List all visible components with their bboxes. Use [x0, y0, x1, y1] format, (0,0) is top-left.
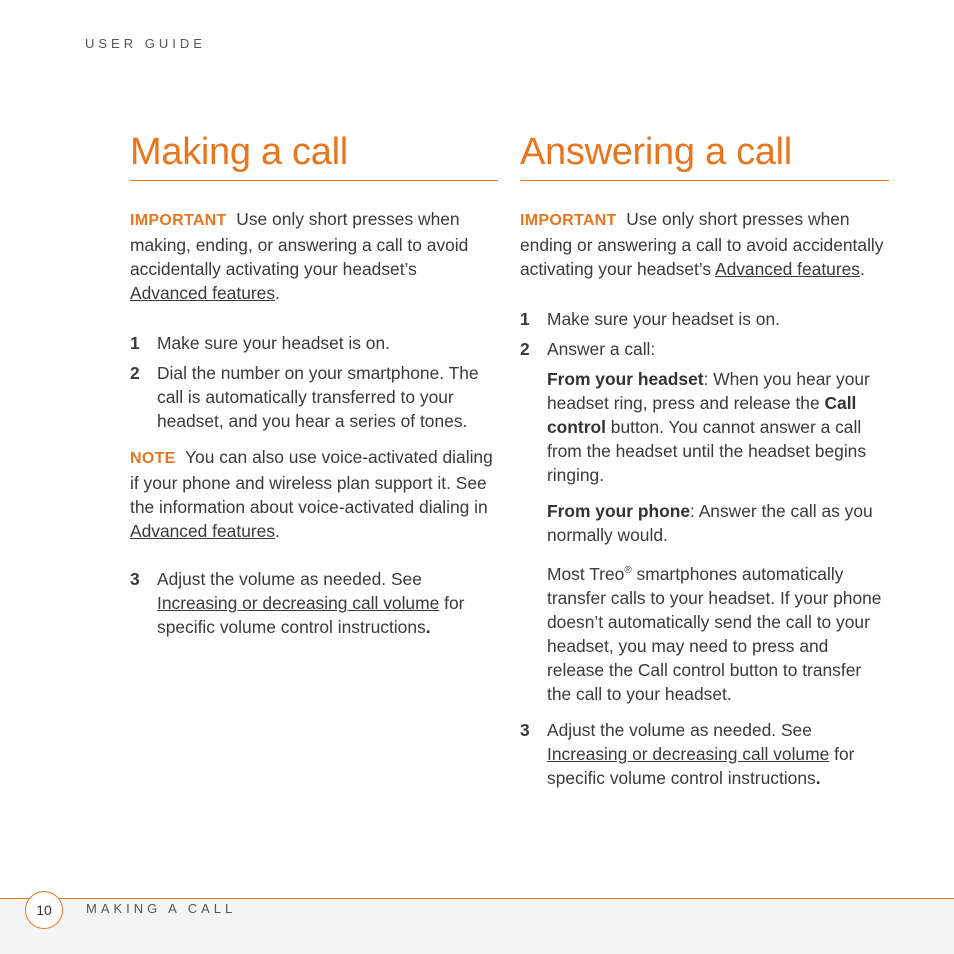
from-phone-paragraph — [547, 499, 889, 547]
step-text: Make sure your headset is on. — [157, 333, 390, 353]
footer-section-label: MAKING A CALL — [86, 901, 237, 916]
step-3 — [520, 718, 889, 790]
step-number: 3 — [520, 719, 530, 740]
step-number: 2 — [130, 363, 140, 383]
advanced-features-link[interactable]: Advanced features — [130, 283, 276, 303]
step-number: 2 — [520, 339, 530, 359]
note — [130, 445, 498, 543]
running-header: USER GUIDE — [85, 36, 206, 51]
step-text — [157, 567, 498, 639]
period: . — [275, 521, 280, 541]
footer-rule — [0, 898, 954, 899]
period: . — [860, 259, 865, 279]
important-label: IMPORTANT — [520, 212, 617, 229]
step-number: 3 — [130, 569, 140, 589]
advanced-features-link[interactable]: Advanced features — [130, 521, 276, 541]
note-text: You can also use voice-activated dialing if your phone and wireless plan support it. See the information about voice-activated dialing in — [130, 447, 493, 517]
treo-text-start: Most Treo — [547, 563, 625, 584]
title-rule — [130, 180, 498, 181]
advanced-features-link[interactable]: Advanced features — [714, 259, 860, 279]
title-rule — [520, 180, 889, 181]
period: . — [815, 767, 821, 788]
treo-paragraph — [547, 559, 889, 706]
page-number: 10 — [36, 902, 52, 918]
step-number: 1 — [130, 333, 140, 353]
registered-mark: ® — [624, 565, 632, 576]
period: . — [275, 283, 280, 303]
from-headset-text-continued: button. You cannot answer a call from the headset until the headset begins ringing. — [547, 417, 867, 485]
step-text-start: Adjust the volume as needed. See — [157, 569, 422, 589]
from-headset-paragraph — [547, 367, 889, 487]
step-1 — [520, 307, 889, 331]
step-text-start: Adjust the volume as needed. See — [547, 719, 812, 740]
step-number: 1 — [520, 309, 530, 329]
treo-text: smartphones automatically transfer calls to your headset. If your phone doesn’t automatically send the call to your headset, you may need to press and release the Call control button to transfer the call to your headset. — [547, 563, 882, 704]
note-label: NOTE — [130, 450, 176, 467]
step-2 — [520, 337, 889, 361]
period: . — [425, 617, 431, 637]
important-note — [520, 207, 889, 281]
step-1 — [130, 331, 498, 355]
step-2 — [130, 361, 498, 433]
section-title: Answering a call — [520, 131, 792, 173]
step-text: Answer a call: — [547, 339, 656, 359]
from-headset-text: : When you hear your headset ring, press and release the — [547, 369, 870, 413]
answering-a-call-section — [520, 130, 889, 790]
section-title: Making a call — [130, 131, 348, 173]
important-text: Use only short presses when ending or answering a call to avoid accidentally activating your headset’s — [520, 209, 884, 279]
important-label: IMPORTANT — [130, 212, 227, 229]
from-phone-text: : Answer the call as you normally would. — [547, 501, 873, 545]
page-number-badge — [25, 891, 63, 929]
from-headset-label: From your headset — [547, 369, 704, 389]
step-3 — [130, 567, 498, 639]
step-text-end: for specific volume control instructions — [157, 593, 465, 637]
call-volume-link[interactable]: Increasing or decreasing call volume — [547, 743, 830, 764]
from-phone-label: From your phone — [547, 501, 690, 521]
important-text: Use only short presses when making, ending, or answering a call to avoid accidentally activating your headset’s — [130, 209, 469, 279]
step-text: Dial the number on your smartphone. The call is automatically transferred to your headset, and you hear a series of tones. — [157, 363, 479, 431]
important-note — [130, 207, 498, 305]
call-volume-link[interactable]: Increasing or decreasing call volume — [157, 593, 440, 613]
step-text-end: for specific volume control instructions — [547, 743, 855, 788]
step-text: Make sure your headset is on. — [547, 309, 780, 329]
making-a-call-section — [130, 130, 498, 639]
call-control-label: Call control — [547, 393, 857, 437]
step-text — [547, 718, 889, 790]
